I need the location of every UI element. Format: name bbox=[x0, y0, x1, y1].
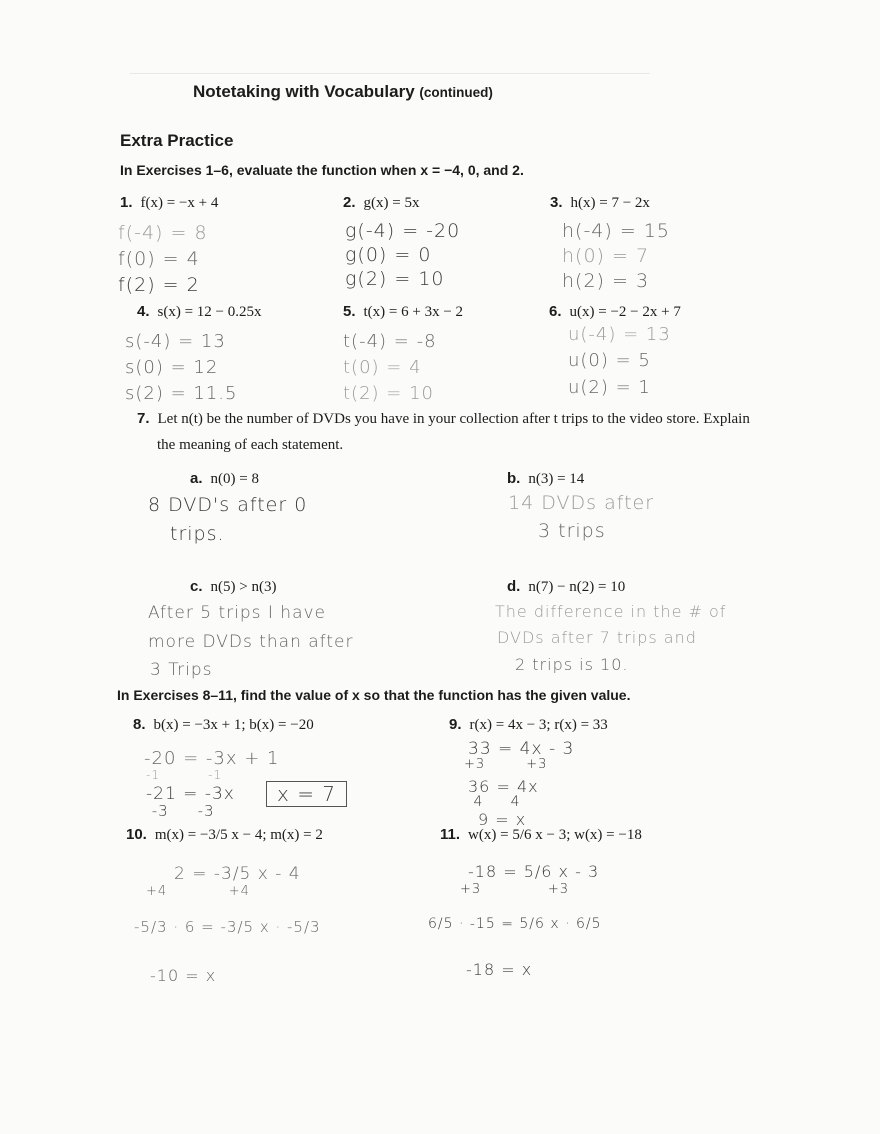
hw-10-line2: +4 +4 bbox=[146, 884, 250, 899]
hw-1-line1: f(-4) = 8 bbox=[118, 222, 208, 244]
problem-4: 4. s(x) = 12 − 0.25x bbox=[137, 303, 262, 320]
hw-2-line2: g(0) = 0 bbox=[345, 244, 432, 266]
hw-8-line1: -20 = -3x + 1 bbox=[144, 748, 280, 769]
hw-8-answer-box: x = 7 bbox=[266, 781, 347, 807]
hw-5-line3: t(2) = 10 bbox=[343, 383, 434, 404]
problem-5: 5. t(x) = 6 + 3x − 2 bbox=[343, 303, 464, 320]
section-heading: Extra Practice bbox=[120, 131, 234, 150]
hw-9-line1: 33 = 4x - 3 bbox=[468, 739, 575, 759]
hw-8-line2: -1 -1 bbox=[146, 768, 223, 782]
problem-11: 11. w(x) = 5/6 x − 3; w(x) = −18 bbox=[440, 826, 642, 843]
problem-1: 1. f(x) = −x + 4 bbox=[120, 194, 219, 211]
hw-7b-line2: 3 trips bbox=[538, 520, 606, 542]
hw-8-line3: -21 = -3x bbox=[146, 784, 235, 804]
hw-3-line1: h(-4) = 15 bbox=[562, 220, 670, 242]
scan-artifact bbox=[130, 73, 650, 74]
hw-6-line1: u(-4) = 13 bbox=[568, 324, 671, 345]
instruction-8-11: In Exercises 8–11, find the value of x so that the function has the given value. bbox=[117, 687, 631, 703]
problem-9: 9. r(x) = 4x − 3; r(x) = 33 bbox=[449, 716, 608, 733]
problem-3: 3. h(x) = 7 − 2x bbox=[550, 194, 650, 211]
problem-6: 6. u(x) = −2 − 2x + 7 bbox=[549, 303, 681, 320]
hw-1-line2: f(0) = 4 bbox=[118, 248, 200, 270]
hw-9-line3: 36 = 4x bbox=[468, 777, 539, 796]
hw-6-line3: u(2) = 1 bbox=[568, 377, 651, 398]
hw-10-line4: -10 = x bbox=[150, 966, 217, 985]
instruction-1-6: In Exercises 1–6, evaluate the function when x = −4, 0, and 2. bbox=[120, 162, 524, 178]
problem-8: 8. b(x) = −3x + 1; b(x) = −20 bbox=[133, 716, 314, 733]
hw-3-line2: h(0) = 7 bbox=[562, 245, 650, 267]
hw-1-line3: f(2) = 2 bbox=[118, 274, 200, 296]
hw-5-line2: t(0) = 4 bbox=[343, 357, 422, 378]
hw-7c-line2: more DVDs than after bbox=[148, 632, 354, 652]
hw-11-line4: -18 = x bbox=[466, 960, 533, 979]
hw-2-line3: g(2) = 10 bbox=[345, 268, 445, 290]
hw-7d-line1: The difference in the # of bbox=[495, 602, 727, 621]
problem-7b: b. n(3) = 14 bbox=[507, 470, 585, 487]
hw-9-line2: +3 +3 bbox=[464, 757, 548, 772]
hw-2-line1: g(-4) = -20 bbox=[345, 220, 461, 242]
hw-7b-line1: 14 DVDs after bbox=[508, 492, 655, 514]
hw-7a-line1: 8 DVD's after 0 bbox=[148, 494, 308, 516]
problem-7a: a. n(0) = 8 bbox=[190, 470, 259, 487]
problem-7-text: 7. Let n(t) be the number of DVDs you have in your collection after t trips to the video store. Explain bbox=[137, 410, 750, 427]
hw-10-line3: -5/3 · 6 = -3/5 x · -5/3 bbox=[134, 918, 321, 936]
hw-7d-line2: DVDs after 7 trips and bbox=[497, 628, 697, 647]
hw-5-line1: t(-4) = -8 bbox=[343, 331, 437, 352]
hw-8-line4: -3 -3 bbox=[146, 802, 215, 820]
hw-11-line3: 6/5 · -15 = 5/6 x · 6/5 bbox=[428, 916, 602, 932]
hw-4-line3: s(2) = 11.5 bbox=[125, 383, 238, 404]
page-title-text: Notetaking with Vocabulary bbox=[193, 82, 415, 101]
hw-9-line4: 4 4 bbox=[468, 794, 521, 810]
hw-9-line5: 9 = x bbox=[478, 810, 527, 829]
hw-11-line2: +3 +3 bbox=[460, 882, 570, 897]
problem-7-text-line2: the meaning of each statement. bbox=[157, 437, 344, 453]
page-title bbox=[193, 82, 493, 102]
hw-7c-line3: 3 Trips bbox=[150, 660, 213, 680]
problem-7d: d. n(7) − n(2) = 10 bbox=[507, 578, 626, 595]
hw-3-line3: h(2) = 3 bbox=[562, 270, 650, 292]
hw-7a-line2: trips. bbox=[170, 523, 225, 545]
hw-11-line1: -18 = 5/6 x - 3 bbox=[468, 862, 600, 881]
problem-7c: c. n(5) > n(3) bbox=[190, 578, 277, 595]
problem-10: 10. m(x) = −3/5 x − 4; m(x) = 2 bbox=[126, 826, 323, 843]
hw-4-line1: s(-4) = 13 bbox=[125, 331, 226, 352]
hw-7c-line1: After 5 trips I have bbox=[148, 603, 327, 623]
page-title-suffix: (continued) bbox=[419, 85, 493, 100]
hw-6-line2: u(0) = 5 bbox=[568, 350, 651, 371]
hw-4-line2: s(0) = 12 bbox=[125, 357, 219, 378]
hw-7d-line3: 2 trips is 10. bbox=[515, 655, 629, 674]
hw-10-line1: 2 = -3/5 x - 4 bbox=[174, 864, 301, 884]
problem-2: 2. g(x) = 5x bbox=[343, 194, 420, 211]
